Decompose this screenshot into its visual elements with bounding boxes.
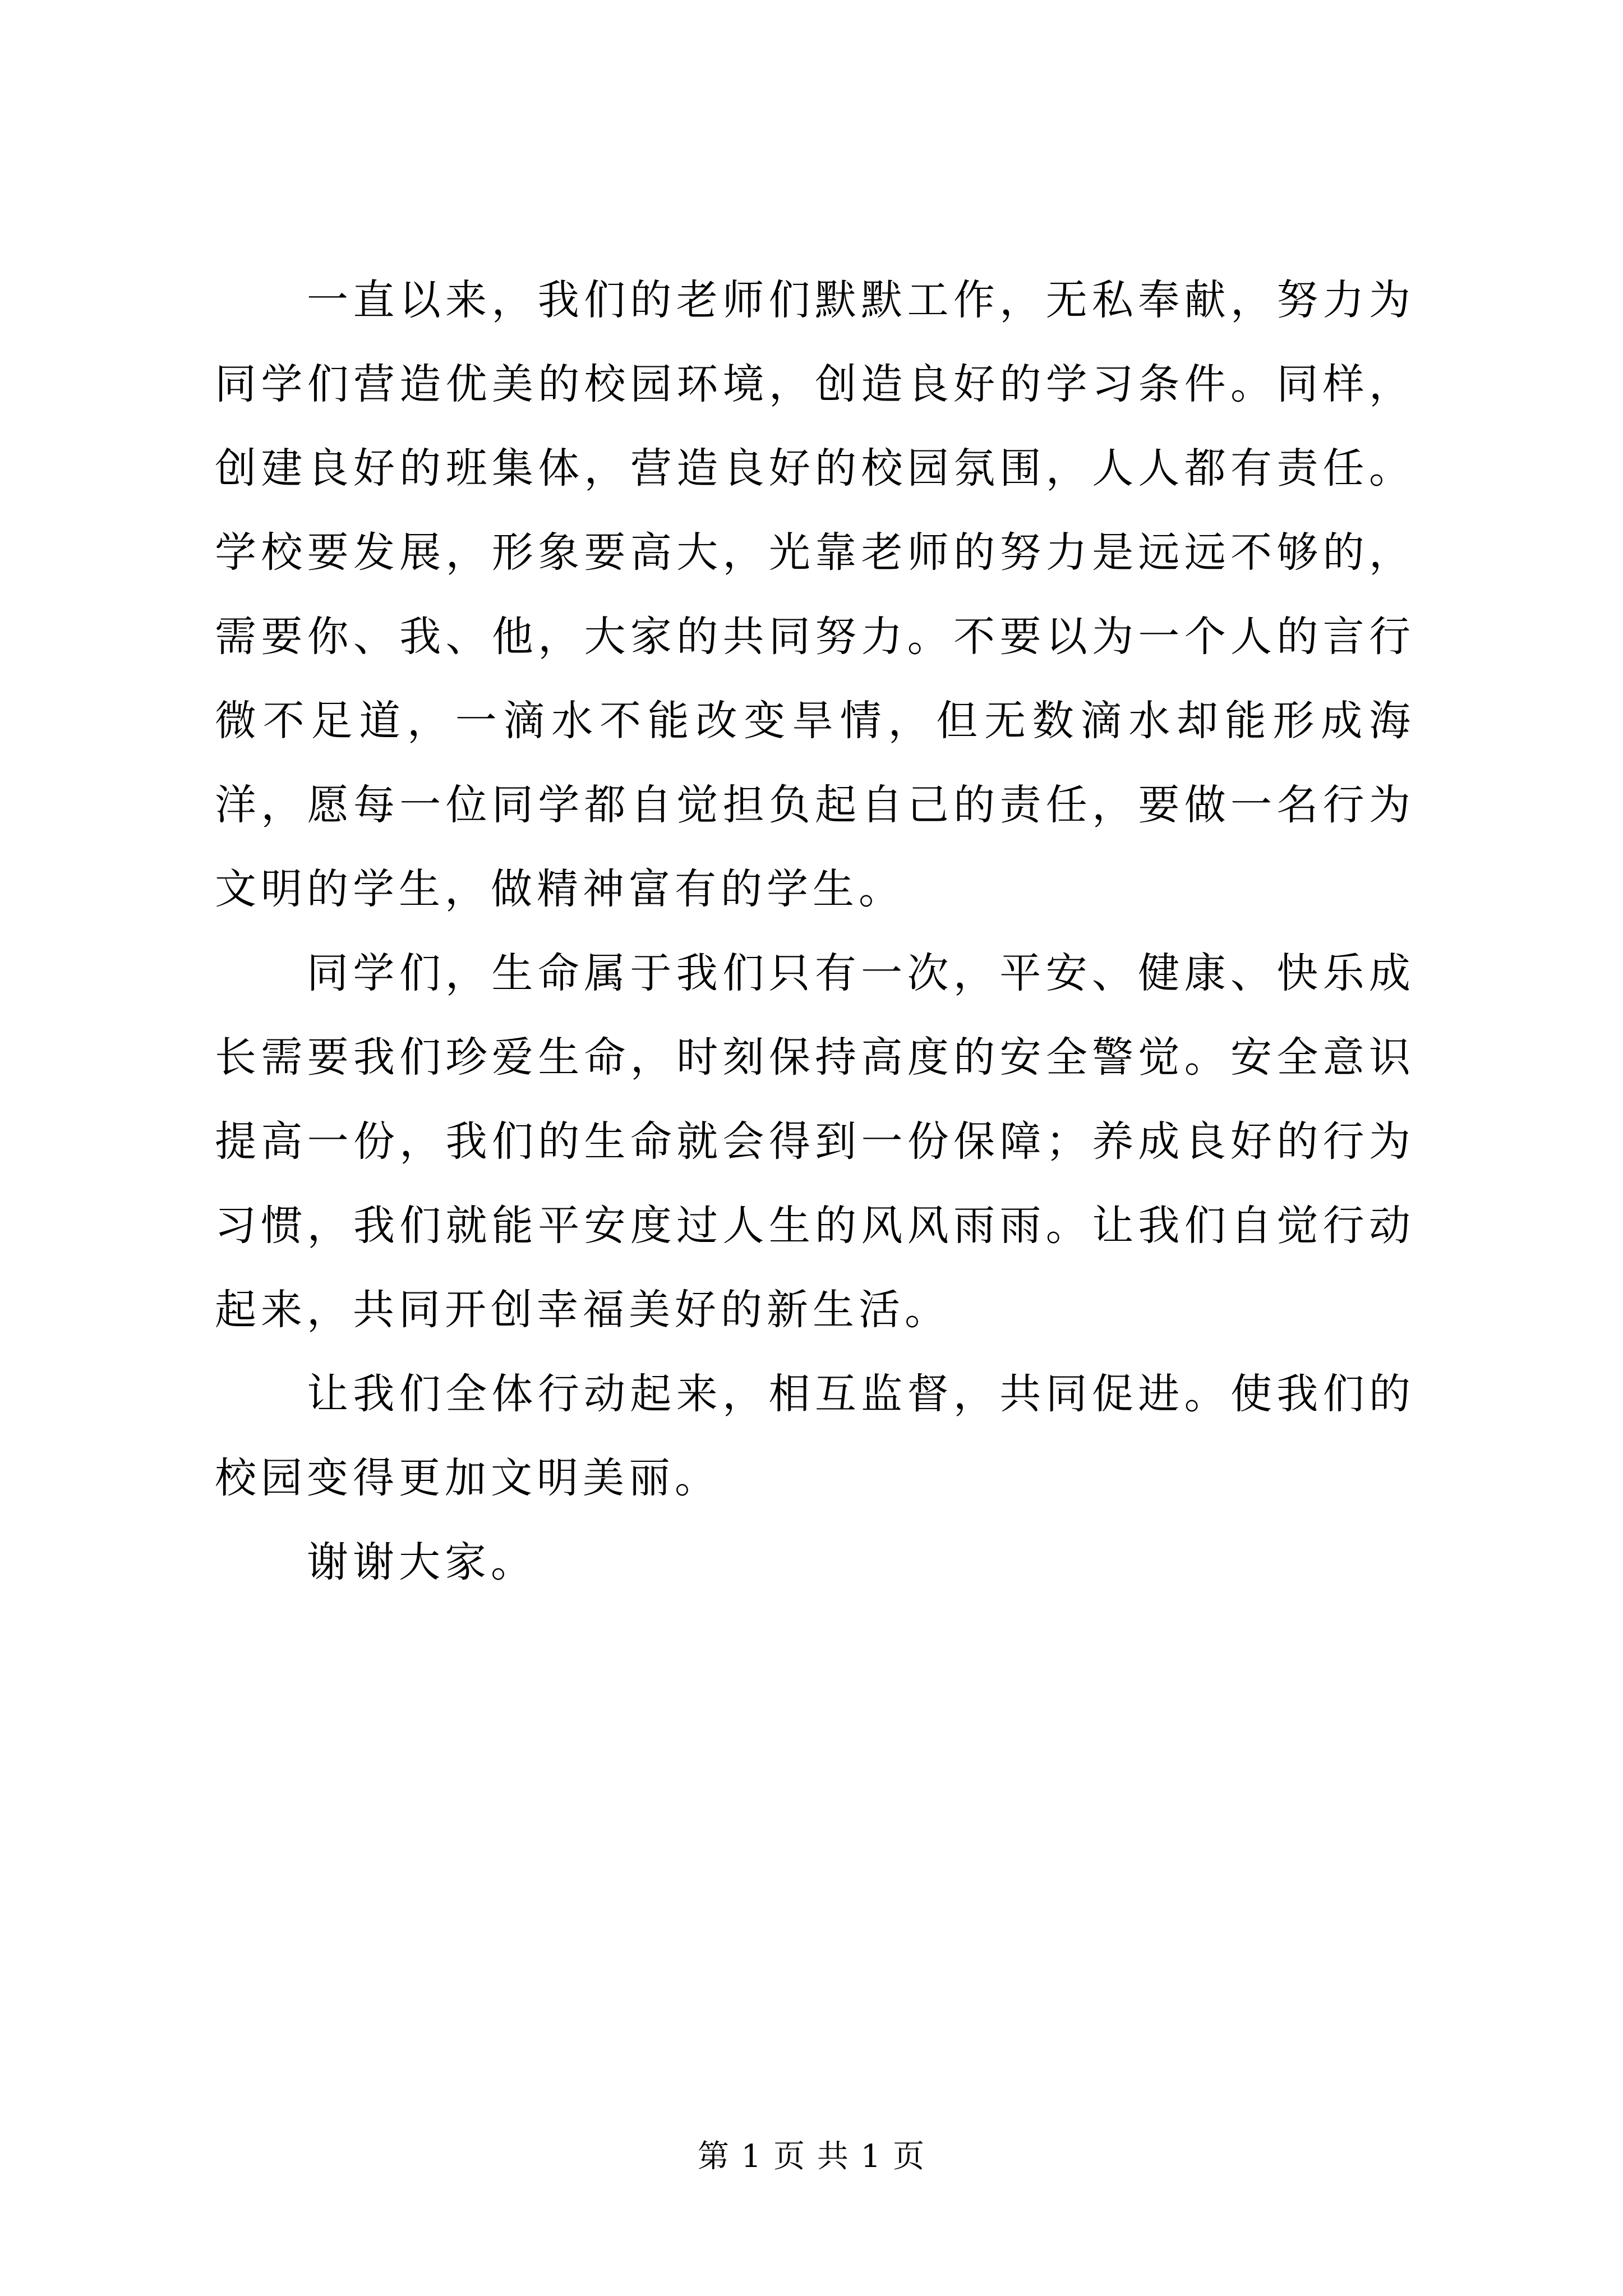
paragraph-4: 谢谢大家。 <box>307 1538 537 1586</box>
paragraph-3: 让我们全体行动起来，相互监督，共同促进。使我们的校园变得更加文明美丽。 <box>215 1370 1415 1502</box>
paragraph-1: 一直以来，我们的老师们默默工作，无私奉献，努力为同学们营造优美的校园环境，创造良好的学习条件。同样，创建良好的班集体，营造良好的校园氛围，人人都有责任。学校要发展，形象要高大，光靠老师的努力是远远不够的，需要你、我、他，大家的共同努力。不要以为一个人的言行微不足道，一滴水不能改变旱情，但无数滴水却能形成海洋，愿每一位同学都自觉担负起自己的责任，要做一名行为文明的学生，做精神富有的学生。 <box>215 276 1415 913</box>
document-body <box>215 258 1415 1604</box>
paragraph-2: 同学们，生命属于我们只有一次，平安、健康、快乐成长需要我们珍爱生命，时刻保持高度的安全警觉。安全意识提高一份，我们的生命就会得到一份保障；养成良好的行为习惯，我们就能平安度过人生的风风雨雨。让我们自觉行动起来，共同开创幸福美好的新生活。 <box>215 949 1415 1334</box>
page-footer: 第 1 页 共 1 页 <box>697 2138 926 2175</box>
